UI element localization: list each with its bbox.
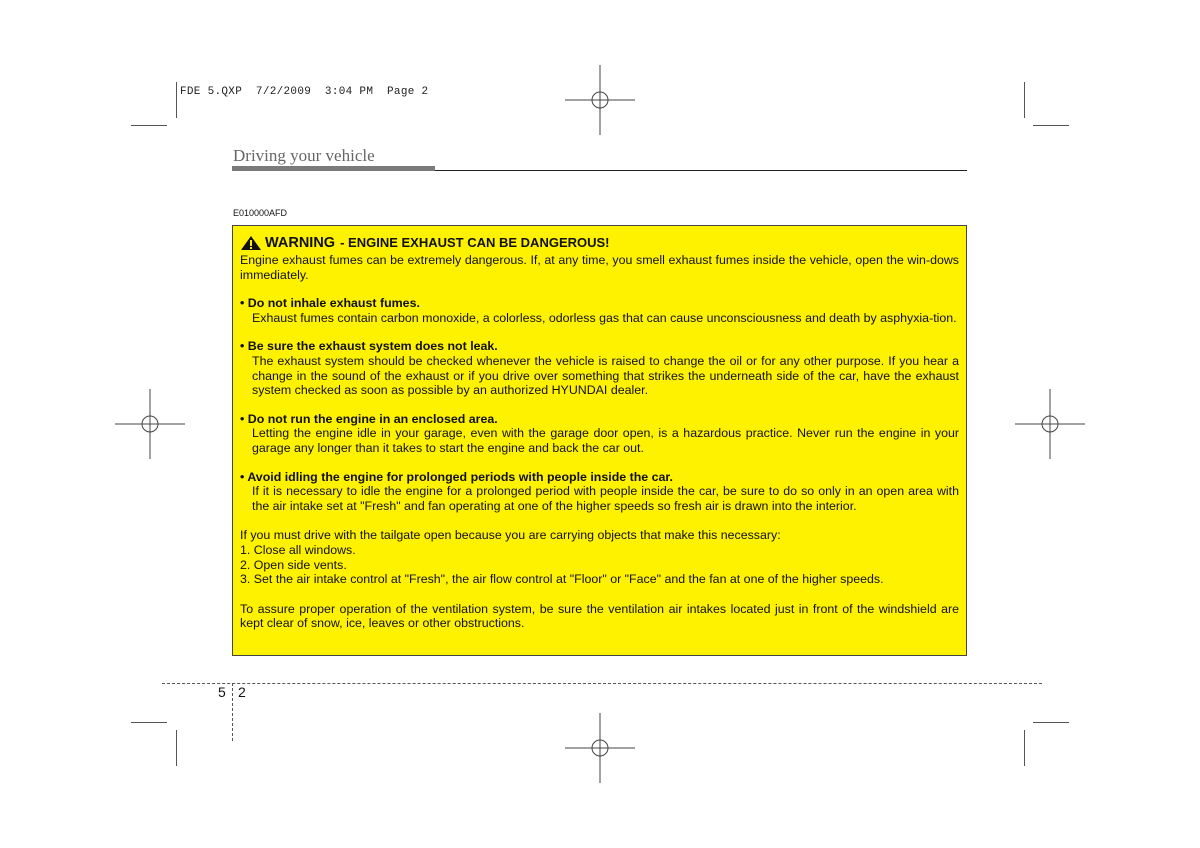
section-title-rule	[435, 170, 967, 171]
print-slug: FDE 5.QXP 7/2/2009 3:04 PM Page 2	[180, 86, 429, 98]
registration-mark-icon	[115, 389, 185, 459]
warning-word: WARNING	[265, 234, 336, 251]
bullet-body: Letting the engine idle in your garage, even with the garage door open, is a hazardous practice. Never run the engine in your garage any longer than it takes to start the engine and back the car out.	[252, 426, 959, 455]
bullet-title: • Be sure the exhaust system does not leak.	[240, 339, 498, 354]
step-item: 3. Set the air intake control at "Fresh", the air flow control at "Floor" or "Face" and the fan at one of the higher speeds.	[240, 572, 884, 587]
step-item: 2. Open side vents.	[240, 557, 347, 572]
crop-mark	[176, 82, 177, 118]
bullet-body: Exhaust fumes contain carbon monoxide, a colorless, odorless gas that can cause unconsciousness and death by asphyxia-tion.	[252, 310, 957, 325]
crop-mark	[1024, 82, 1025, 118]
bullet-body: The exhaust system should be checked whenever the vehicle is raised to change the oil or for any other purpose. If you hear a change in the sound of the exhaust or if you drive over something that strikes the underneath side of the car, have the exhaust system checked as soon as possible by an authorized HYUNDAI dealer.	[252, 353, 959, 398]
step-item: 1. Close all windows.	[240, 542, 356, 557]
crop-mark	[131, 722, 167, 723]
section-title: Driving your vehicle	[233, 146, 375, 165]
warning-subtitle: - ENGINE EXHAUST CAN BE DANGEROUS!	[340, 234, 610, 250]
page-number: 2	[238, 684, 246, 700]
crop-mark	[1033, 722, 1069, 723]
chapter-number: 5	[218, 684, 226, 700]
footer-dashed-rule	[162, 683, 1042, 684]
crop-mark	[176, 730, 177, 766]
closing-note: To assure proper operation of the ventilation system, be sure the ventilation air intakes located just in front of the windshield are kept clear of snow, ice, leaves or other obstructions.	[240, 601, 959, 631]
bullet-title: • Avoid idling the engine for prolonged periods with people inside the car.	[240, 469, 673, 484]
warning-heading	[240, 235, 959, 251]
footer-page-divider	[232, 683, 233, 741]
crop-mark	[1033, 125, 1069, 126]
warning-box	[232, 225, 967, 656]
crop-mark	[1024, 730, 1025, 766]
warning-intro: Engine exhaust fumes can be extremely dangerous. If, at any time, you smell exhaust fumes inside the vehicle, open the win-dows immediately.	[240, 253, 959, 282]
warning-triangle-icon	[240, 235, 262, 251]
crop-mark	[131, 125, 167, 126]
bullet-body: If it is necessary to idle the engine for a prolonged period with people inside the car, be sure to do so only in an open area with the air intake set at "Fresh" and fan operating at one of the higher speeds so fresh air is drawn into the interior.	[252, 484, 959, 513]
section-title-bar	[232, 166, 435, 171]
tailgate-intro: If you must drive with the tailgate open because you are carrying objects that make this necessary:	[240, 528, 781, 543]
document-code: E010000AFD	[233, 208, 288, 218]
registration-mark-icon	[565, 65, 635, 135]
bullet-title: • Do not run the engine in an enclosed area.	[240, 411, 498, 426]
bullet-title: • Do not inhale exhaust fumes.	[240, 296, 420, 311]
registration-mark-icon	[565, 713, 635, 783]
registration-mark-icon	[1015, 389, 1085, 459]
